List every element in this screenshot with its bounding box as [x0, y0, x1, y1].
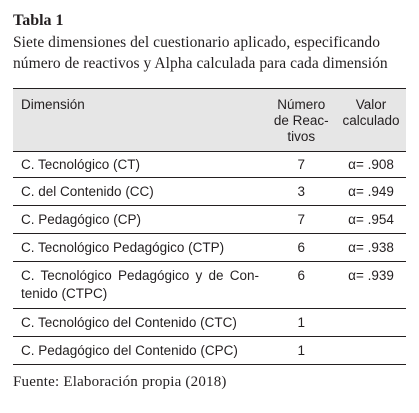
header-value-text: Valor calculado: [342, 97, 400, 128]
table-caption: Siete dimensiones del cuestionario aplicado, especificando número de reactivos y Alpha calculada para cada dimensión: [13, 34, 388, 72]
cell-alpha: α= .949: [348, 184, 394, 199]
cell-dimension: C. Tecnológico (CT): [21, 157, 141, 172]
cell-items: 1: [297, 315, 306, 330]
cell-dimension: C. del Contenido (CC): [21, 184, 154, 199]
cell-items: 6: [297, 268, 306, 283]
table-row: [13, 206, 406, 234]
table-source: Fuente: Elaboración propia (2018): [13, 374, 227, 390]
table-container: [13, 88, 406, 365]
cell-dimension: C. Pedagógico (CP): [21, 212, 142, 227]
cell-dimension-text: C. Tecnológico Pedagógico y de Con-tenido (CTPC): [21, 268, 259, 301]
header-dimension: Dimensión: [21, 97, 85, 112]
table-row: [13, 178, 406, 206]
table-row: [13, 152, 406, 178]
cell-alpha: α= .908: [348, 157, 394, 172]
header-items: [267, 89, 336, 152]
cell-alpha: α= .939: [348, 268, 394, 283]
table-row: [13, 262, 406, 309]
table-row: [13, 234, 406, 262]
cell-items: 3: [297, 184, 306, 199]
table-row: [13, 337, 406, 365]
header-items-text: Número de Reac-tivos: [273, 97, 329, 144]
cell-dimension: C. Tecnológico Pedagógico (CTP): [21, 240, 225, 255]
header-value: [336, 89, 406, 152]
dimensions-table: [13, 88, 406, 365]
cell-dimension: [13, 262, 267, 309]
table-header-row: [13, 89, 406, 152]
cell-items: 7: [297, 157, 306, 172]
cell-alpha: α= .938: [348, 240, 394, 255]
cell-items: 7: [297, 212, 306, 227]
cell-alpha: [336, 337, 406, 365]
cell-alpha: [336, 309, 406, 337]
table-row: [13, 309, 406, 337]
cell-alpha: α= .954: [348, 212, 394, 227]
cell-items: 1: [297, 343, 306, 358]
cell-items: 6: [297, 240, 306, 255]
cell-dimension: C. Tecnológico del Contenido (CTC): [21, 315, 237, 330]
table-title: Tabla 1: [13, 12, 64, 29]
cell-dimension: C. Pedagógico del Contenido (CPC): [21, 343, 238, 358]
